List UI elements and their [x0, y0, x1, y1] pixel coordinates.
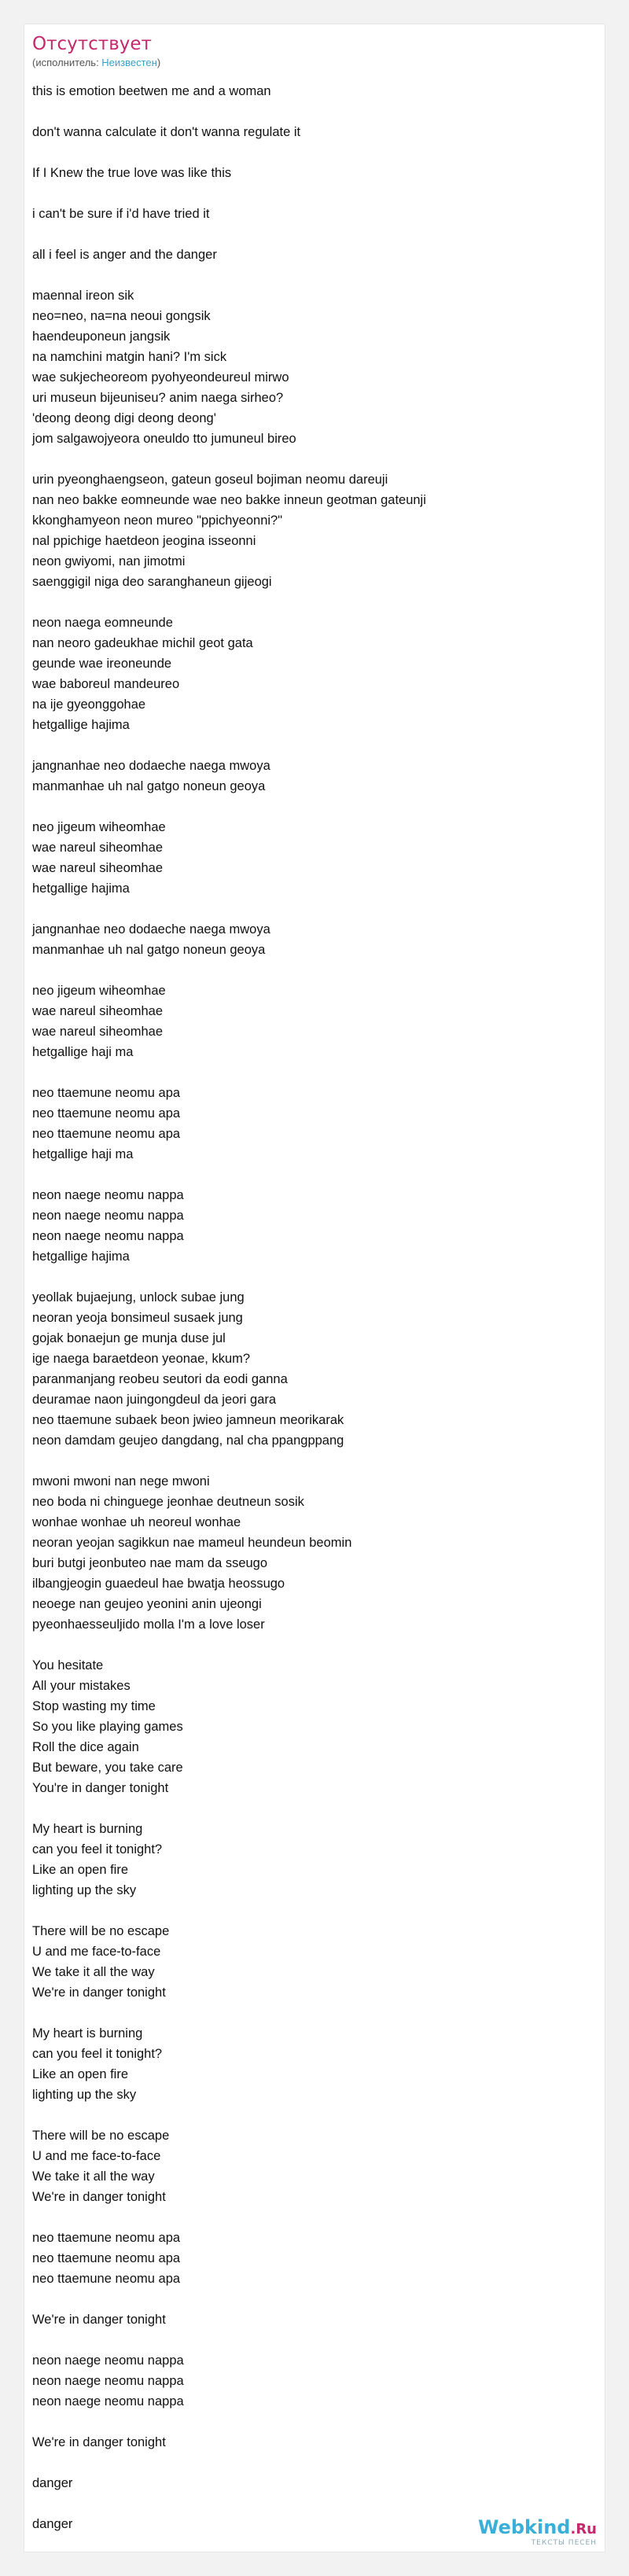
lyric-line: manmanhae uh nal gatgo noneun geoya [32, 779, 266, 793]
lyrics-stanza [32, 1471, 597, 1635]
lyrics-stanza [32, 204, 597, 224]
lyrics-stanza [32, 122, 597, 142]
lyrics-stanza [32, 2309, 597, 2330]
lyric-line: wonhae wonhae uh neoreul wonhae [32, 1515, 241, 1529]
lyric-line: urin pyeonghaengseon, gateun goseul bojiman neomu dareuji [32, 473, 388, 487]
lyric-line: yeollak bujaejung, unlock subae jung [32, 1290, 245, 1305]
lyric-line: kkonghamyeon neon mureo "ppichyeonni?" [32, 513, 283, 528]
lyric-line: jangnanhae neo dodaeche naega mwoya [32, 922, 270, 937]
lyric-line: neo ttaemune neomu apa [32, 2231, 181, 2245]
lyric-line: jom salgawojyeora oneuldo tto jumuneul bireo [32, 432, 296, 446]
lyrics-stanza [32, 919, 597, 960]
lyric-line: neon naega eomneunde [32, 616, 173, 630]
lyric-line: neo ttaemune subaek beon jwieo jamneun meorikarak [32, 1413, 344, 1427]
lyrics-stanza [32, 1655, 597, 1798]
lyric-line: all i feel is anger and the danger [32, 248, 217, 262]
lyric-line: neo ttaemune neomu apa [32, 1086, 181, 1100]
lyrics-page [24, 24, 605, 2552]
lyrics-stanza [32, 981, 597, 1062]
logo-tld: .Ru [570, 2521, 597, 2537]
lyric-line: U and me face-to-face [32, 1945, 161, 1959]
lyric-line: saenggigil niga deo saranghaneun gijeogi [32, 575, 272, 589]
lyric-line: neoran yeoja bonsimeul susaek jung [32, 1311, 243, 1325]
lyric-line: We're in danger tonight [32, 2435, 166, 2449]
lyrics-stanza [32, 817, 597, 899]
lyric-line: nal ppichige haetdeon jeogina isseonni [32, 534, 256, 548]
lyrics-stanza [32, 2023, 597, 2105]
lyrics-stanza [32, 2432, 597, 2453]
lyric-line: wae nareul siheomhae [32, 861, 164, 875]
song-header [32, 32, 597, 69]
lyric-line: hetgallige hajima [32, 881, 130, 896]
artist-prefix: (исполнитель: [32, 57, 102, 68]
lyric-line: neon naege neomu nappa [32, 2353, 184, 2368]
artist-suffix: ) [156, 57, 161, 68]
lyric-line: danger [32, 2476, 73, 2490]
lyric-line: danger [32, 2517, 73, 2531]
lyric-line: don't wanna calculate it don't wanna regulate it [32, 125, 301, 139]
lyrics-stanza [32, 756, 597, 797]
lyrics-stanza [32, 2350, 597, 2412]
lyric-line: paranmanjang reobeu seutori da eodi ganna [32, 1372, 288, 1386]
lyric-line: neon naege neomu nappa [32, 2394, 184, 2409]
lyric-line: neon gwiyomi, nan jimotmi [32, 554, 186, 569]
lyric-line: pyeonhaesseuljido molla I'm a love loser [32, 1617, 265, 1632]
lyric-line: neon naege neomu nappa [32, 1188, 184, 1202]
logo-tagline: ТЕКСТЫ ПЕСЕН [531, 2539, 597, 2547]
lyric-line: i can't be sure if i'd have tried it [32, 207, 210, 221]
lyric-line: deuramae naon juingongdeul da jeori gara [32, 1393, 277, 1407]
lyric-line: neon naege neomu nappa [32, 1229, 184, 1243]
lyric-line: nan neo bakke eomneunde wae neo bakke inneun geotman gateunji [32, 493, 426, 507]
lyric-line: neo jigeum wiheomhae [32, 984, 166, 998]
lyric-line: mwoni mwoni nan nege mwoni [32, 1474, 210, 1489]
lyric-line: If I Knew the true love was like this [32, 166, 232, 180]
lyric-line: neon naege neomu nappa [32, 2374, 184, 2388]
lyric-line: neo ttaemune neomu apa [32, 2251, 181, 2265]
lyric-line: You're in danger tonight [32, 1781, 169, 1795]
lyric-line: nan neoro gadeukhae michil geot gata [32, 636, 253, 650]
lyric-line: hetgallige hajima [32, 718, 130, 732]
lyric-line: But beware, you take care [32, 1761, 183, 1775]
lyric-line: wae sukjecheoreom pyohyeondeureul mirwo [32, 370, 289, 385]
lyric-line: hetgallige haji ma [32, 1045, 134, 1059]
lyric-line: We take it all the way [32, 1965, 155, 1979]
lyric-line: My heart is burning [32, 1822, 143, 1836]
lyric-line: All your mistakes [32, 1679, 131, 1693]
lyrics-stanza [32, 469, 597, 592]
lyric-line: can you feel it tonight? [32, 1842, 163, 1857]
lyric-line: wae nareul siheomhae [32, 1004, 164, 1018]
lyric-line: neo ttaemune neomu apa [32, 1127, 181, 1141]
lyric-line: neo=neo, na=na neoui gongsik [32, 309, 211, 323]
lyric-line: Stop wasting my time [32, 1699, 156, 1713]
lyrics-stanza [32, 285, 597, 449]
lyric-line: You hesitate [32, 1658, 104, 1673]
lyric-line: neoege nan geujeo yeonini anin ujeongi [32, 1597, 262, 1611]
logo-name: Webkind [477, 2516, 571, 2538]
lyric-line: We're in danger tonight [32, 2313, 166, 2327]
artist-link[interactable]: Неизвестен [101, 57, 157, 68]
song-title: Отсутствует [32, 34, 152, 54]
lyric-line: Like an open fire [32, 1863, 129, 1877]
lyric-line: jangnanhae neo dodaeche naega mwoya [32, 759, 270, 773]
lyric-line: uri museun bijeuniseu? anim naega sirheo? [32, 391, 284, 405]
lyric-line: There will be no escape [32, 2129, 170, 2143]
lyric-line: U and me face-to-face [32, 2149, 161, 2163]
lyric-line: 'deong deong digi deong deong' [32, 411, 216, 425]
lyrics-stanza [32, 163, 597, 183]
lyrics-stanza [32, 2125, 597, 2207]
lyrics-stanza [32, 245, 597, 265]
lyric-line: neon naege neomu nappa [32, 1209, 184, 1223]
lyric-line: lighting up the sky [32, 2088, 137, 2102]
lyric-line: neo ttaemune neomu apa [32, 1106, 181, 1121]
lyrics-stanza [32, 1287, 597, 1451]
site-logo[interactable] [478, 2516, 597, 2547]
lyric-line: manmanhae uh nal gatgo noneun geoya [32, 943, 266, 957]
lyric-line: lighting up the sky [32, 1883, 137, 1897]
lyrics-body [32, 81, 597, 2552]
artist-line [32, 56, 597, 69]
lyric-line: hetgallige haji ma [32, 1147, 134, 1161]
lyric-line: ilbangjeogin guaedeul hae bwatja heossugo [32, 1577, 285, 1591]
lyric-line: buri butgi jeonbuteo nae mam da sseugo [32, 1556, 268, 1570]
lyric-line: wae baboreul mandeureo [32, 677, 180, 691]
lyric-line: na ije gyeonggohae [32, 697, 146, 712]
lyric-line: neoran yeojan sagikkun nae mameul heundeun beomin [32, 1536, 352, 1550]
lyrics-stanza [32, 2228, 597, 2289]
lyric-line: So you like playing games [32, 1720, 183, 1734]
lyrics-stanza [32, 1083, 597, 1165]
lyric-line: gojak bonaejun ge munja duse jul [32, 1331, 226, 1345]
lyric-line: ige naega baraetdeon yeonae, kkum? [32, 1352, 251, 1366]
lyric-line: this is emotion beetwen me and a woman [32, 84, 271, 98]
lyric-line: There will be no escape [32, 1924, 170, 1938]
lyrics-stanza [32, 2473, 597, 2493]
lyric-line: We're in danger tonight [32, 1985, 166, 2000]
lyric-line: neo ttaemune neomu apa [32, 2272, 181, 2286]
lyric-line: wae nareul siheomhae [32, 1025, 164, 1039]
lyric-line: neo boda ni chinguege jeonhae deutneun sosik [32, 1495, 304, 1509]
lyrics-stanza [32, 1185, 597, 1267]
lyric-line: neo jigeum wiheomhae [32, 820, 166, 834]
lyric-line: haendeuponeun jangsik [32, 329, 171, 344]
lyric-line: maennal ireon sik [32, 289, 134, 303]
lyric-line: na namchini matgin hani? I'm sick [32, 350, 227, 364]
lyric-line: We take it all the way [32, 2169, 155, 2184]
lyric-line: Roll the dice again [32, 1740, 139, 1754]
lyric-line: neon damdam geujeo dangdang, nal cha ppangppang [32, 1433, 344, 1448]
lyrics-stanza [32, 1921, 597, 2003]
lyrics-stanza [32, 81, 597, 101]
lyric-line: wae nareul siheomhae [32, 841, 164, 855]
lyric-line: geunde wae ireoneunde [32, 657, 172, 671]
logo-wordmark [478, 2516, 597, 2541]
lyric-line: Like an open fire [32, 2067, 129, 2081]
lyric-line: We're in danger tonight [32, 2190, 166, 2204]
lyrics-stanza [32, 1819, 597, 1901]
lyric-line: My heart is burning [32, 2026, 143, 2041]
lyric-line: can you feel it tonight? [32, 2047, 163, 2061]
lyric-line: hetgallige hajima [32, 1249, 130, 1264]
lyrics-stanza [32, 613, 597, 735]
